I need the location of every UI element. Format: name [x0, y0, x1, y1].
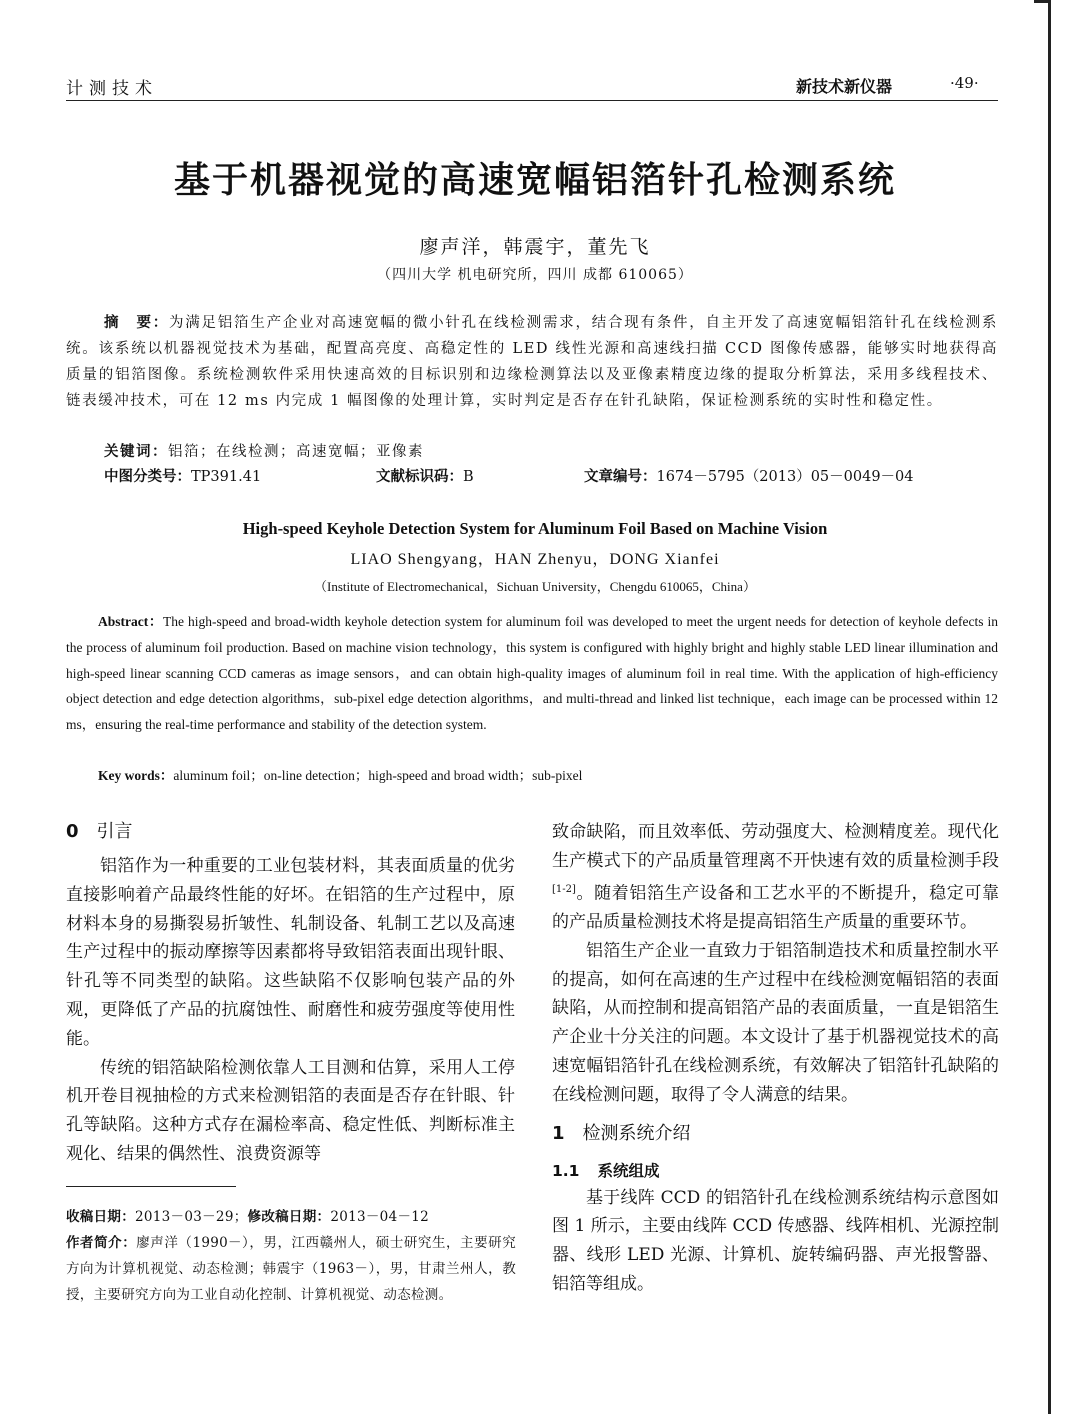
article-number: 文章编号：1674－5795（2013）05－0049－04 [584, 469, 914, 485]
english-authors: LIAO Shengyang，HAN Zhenyu，DONG Xianfei [350, 551, 720, 568]
section-heading-system: 1 检测系统介绍 [552, 1122, 691, 1144]
abstract-en-label: Abstract： [98, 614, 163, 629]
body-column-left [66, 818, 515, 1169]
dates-line: 收稿日期：2013－03－29；修改稿日期：2013－04－12 [66, 1209, 430, 1225]
footnote [66, 1204, 516, 1308]
abstract-cn-label: 摘 要： [104, 315, 170, 331]
document-code: 文献标识码：B [376, 469, 474, 485]
clc-number: 中图分类号：TP391.41 [104, 469, 262, 485]
page-number: ·49· [950, 74, 979, 92]
keywords-en-label: Key words： [98, 768, 174, 783]
section-heading-intro: 0 引言 [66, 821, 133, 842]
affiliation: （四川大学 机电研究所，四川 成都 610065） [377, 267, 693, 283]
keywords-en-text: aluminum foil；on-line detection；high-speed and broad width；sub-pixel [173, 768, 583, 783]
abstract-cn [66, 310, 998, 414]
keywords-en [98, 764, 998, 784]
keywords-cn-label: 关键词： [104, 444, 168, 460]
page-edge-corner [1034, 0, 1050, 3]
abstract-en [66, 609, 998, 738]
paragraph: 致命缺陷，而且效率低、劳动强度大、检测精度差。现代化生产模式下的产品质量管理离不开快速有效的质量检测手段[1-2]。随着铝箔生产设备和工艺水平的不断提升，稳定可靠的产品质量检测技术将是提高铝箔生产质量的重要环节。 [552, 822, 999, 933]
keywords-cn-text: 铝箔；在线检测；高速宽幅；亚像素 [168, 444, 424, 460]
citation: [1-2] [552, 883, 576, 895]
running-header [66, 74, 998, 101]
paragraph: 传统的铝箔缺陷检测依靠人工目测和估算，采用人工停机开卷目视抽检的方式来检测铝箔的表面是否存在针眼、针孔等缺陷。这种方式存在漏检率高、稳定性低、判断标准主观化、结果的偶然性、浪费资源等 [66, 1057, 515, 1164]
author-list: 廖声洋，韩震宇，董先飞 [419, 236, 651, 258]
subsection-heading: 1.1 系统组成 [552, 1161, 660, 1180]
column-title: 新技术新仪器 [796, 77, 893, 96]
footnote-divider [66, 1186, 236, 1187]
journal-section: 计测技术 [66, 79, 158, 99]
english-title: High-speed Keyhole Detection System for Aluminum Foil Based on Machine Vision [242, 519, 828, 538]
abstract-cn-text: 为满足铝箔生产企业对高速宽幅的微小针孔在线检测需求，结合现有条件，自主开发了高速宽幅铝箔针孔在线检测系统。该系统以机器视觉技术为基础，配置高亮度、高稳定性的 LED 线性光源和高速线扫描 CCD 图像传感器，能够实时地获得高质量的铝箔图像。系统检测软件采用快速高效的目标识别和边缘检测算法以及亚像素精度边缘的提取分析算法，采用多线程技术、链表缓冲技术，可在 12 ms 内完成 1 幅图像的处理计算，实时判定是否存在针孔缺陷，保证检测系统的实时性和稳定性。 [66, 315, 998, 409]
author-bio: 作者简介：廖声洋（1990－），男，江西赣州人，硕士研究生，主要研究方向为计算机视觉、动态检测；韩震宇（1963－），男，甘肃兰州人，教授，主要研究方向为工业自动化控制、计算机视觉、动态检测。 [66, 1235, 517, 1303]
english-affiliation: （Institute of Electromechanical，Sichuan University，Chengdu 610065，China） [314, 579, 756, 594]
body-column-right [552, 818, 999, 1299]
paragraph: 铝箔作为一种重要的工业包装材料，其表面质量的优劣直接影响着产品最终性能的好坏。在铝箔的生产过程中，原材料本身的易撕裂易折皱性、轧制设备、轧制工艺以及高速生产过程中的振动摩擦等因素都将导致铝箔表面出现针眼、针孔等不同类型的缺陷。这些缺陷不仅影响包装产品的外观，更降低了产品的抗腐蚀性、耐磨性和疲劳强度等使用性能。 [66, 856, 515, 1049]
classification-row [104, 465, 1004, 487]
page-edge-line [1048, 0, 1051, 1414]
paragraph: 铝箔生产企业一直致力于铝箔制造技术和质量控制水平的提高，如何在高速的生产过程中在线检测宽幅铝箔的表面缺陷，从而控制和提高铝箔产品的表面质量，一直是铝箔生产企业十分关注的问题。本文设计了基于机器视觉技术的高速宽幅铝箔针孔在线检测系统，有效解决了铝箔针孔缺陷的在线检测问题，取得了令人满意的结果。 [552, 940, 999, 1105]
keywords-cn [104, 440, 1004, 461]
abstract-en-text: The high-speed and broad-width keyhole detection system for aluminum foil was developed to meet the urgent needs for detection of keyhole defects in the process of aluminum foil production. Based on machine vision technology，this system is configured with highly bright and highly stable LED linear illumination and high-speed linear scanning CCD cameras as image sensors，and can obtain high-quality images of aluminum foil in real time. With the application of high-efficiency object detection and edge detection algorithms，sub-pixel edge detection algorithms，and multi-thread and linked list technique，each image can be processed within 12 ms，ensuring the real-time performance and stability of the detection system. [66, 614, 998, 733]
paper-title: 基于机器视觉的高速宽幅铝箔针孔检测系统 [173, 160, 896, 201]
paragraph: 基于线阵 CCD 的铝箔针孔在线检测系统结构示意图如图 1 所示，主要由线阵 CCD 传感器、线阵相机、光源控制器、线形 LED 光源、计算机、旋转编码器、声光报警器、铝箔等组成。 [552, 1187, 999, 1295]
